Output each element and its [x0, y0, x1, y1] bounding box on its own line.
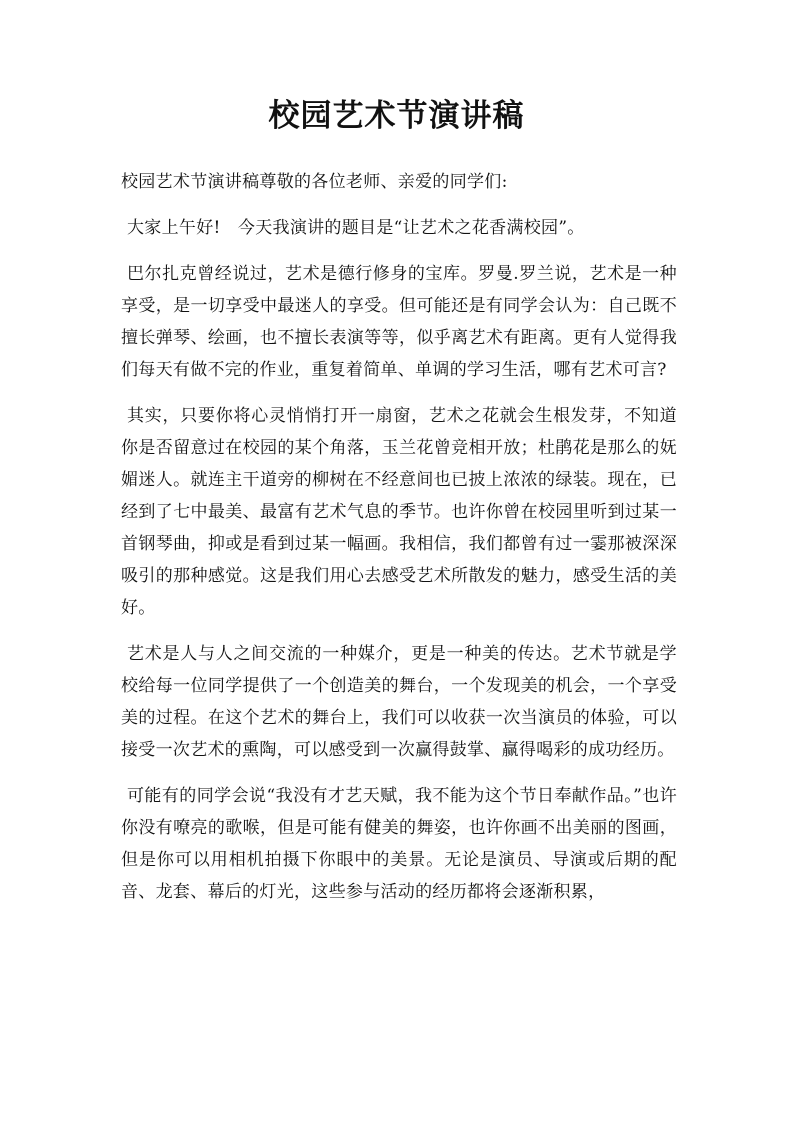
paragraph-campus: 其实，只要你将心灵悄悄打开一扇窗，艺术之花就会生根发芽，不知道你是否留意过在校园的某个角落，玉兰花曾竞相开放；杜鹃花是那么的妩媚迷人。就连主干道旁的柳树在不经意间也已披上浓浓的绿装。现在，已经到了七中最美、最富有艺术气息的季节。也许你曾在校园里听到过某一首钢琴曲，抑或是看到过某一幅画。我相信，我们都曾有过一霎那被深深吸引的那种感觉。这是我们用心去感受艺术所散发的魅力，感受生活的美好。 [121, 406, 677, 618]
paragraph-salutation: 校园艺术节演讲稿尊敬的各位老师、亲爱的同学们: [121, 172, 508, 192]
paragraph-art-medium: 艺术是人与人之间交流的一种媒介，更是一种美的传达。艺术节就是学校给每一位同学提供了一个创造美的舞台，一个发现美的机会，一个享受美的过程。在这个艺术的舞台上，我们可以收获一次当演员的体验，可以接受一次艺术的熏陶，可以感受到一次赢得鼓掌、赢得喝彩的成功经历。 [121, 644, 677, 760]
document-title: 校园艺术节演讲稿 [268, 98, 525, 134]
paragraph-participation: 可能有的同学会说“我没有才艺天赋，我不能为这个节日奉献作品。”也许你没有嘹亮的歌喉，但是可能有健美的舞姿，也许你画不出美丽的图画，但是你可以用相机拍摄下你眼中的美景。无论是演员、导演或后期的配音、龙套、幕后的灯光，这些参与活动的经历都将会逐渐积累， [121, 786, 677, 902]
paragraph-balzac: 巴尔扎克曾经说过，艺术是德行修身的宝库。罗曼.罗兰说，艺术是一种享受，是一切享受中最迷人的享受。但可能还是有同学会认为：自己既不擅长弹琴、绘画，也不擅长表演等等，似乎离艺术有距离。更有人觉得我们每天有做不完的作业，重复着简单、单调的学习生活，哪有艺术可言? [121, 264, 677, 380]
paragraph-greeting: 大家上午好! 今天我演讲的题目是“让艺术之花香满校园”。 [127, 218, 585, 238]
document-body [121, 166, 677, 922]
